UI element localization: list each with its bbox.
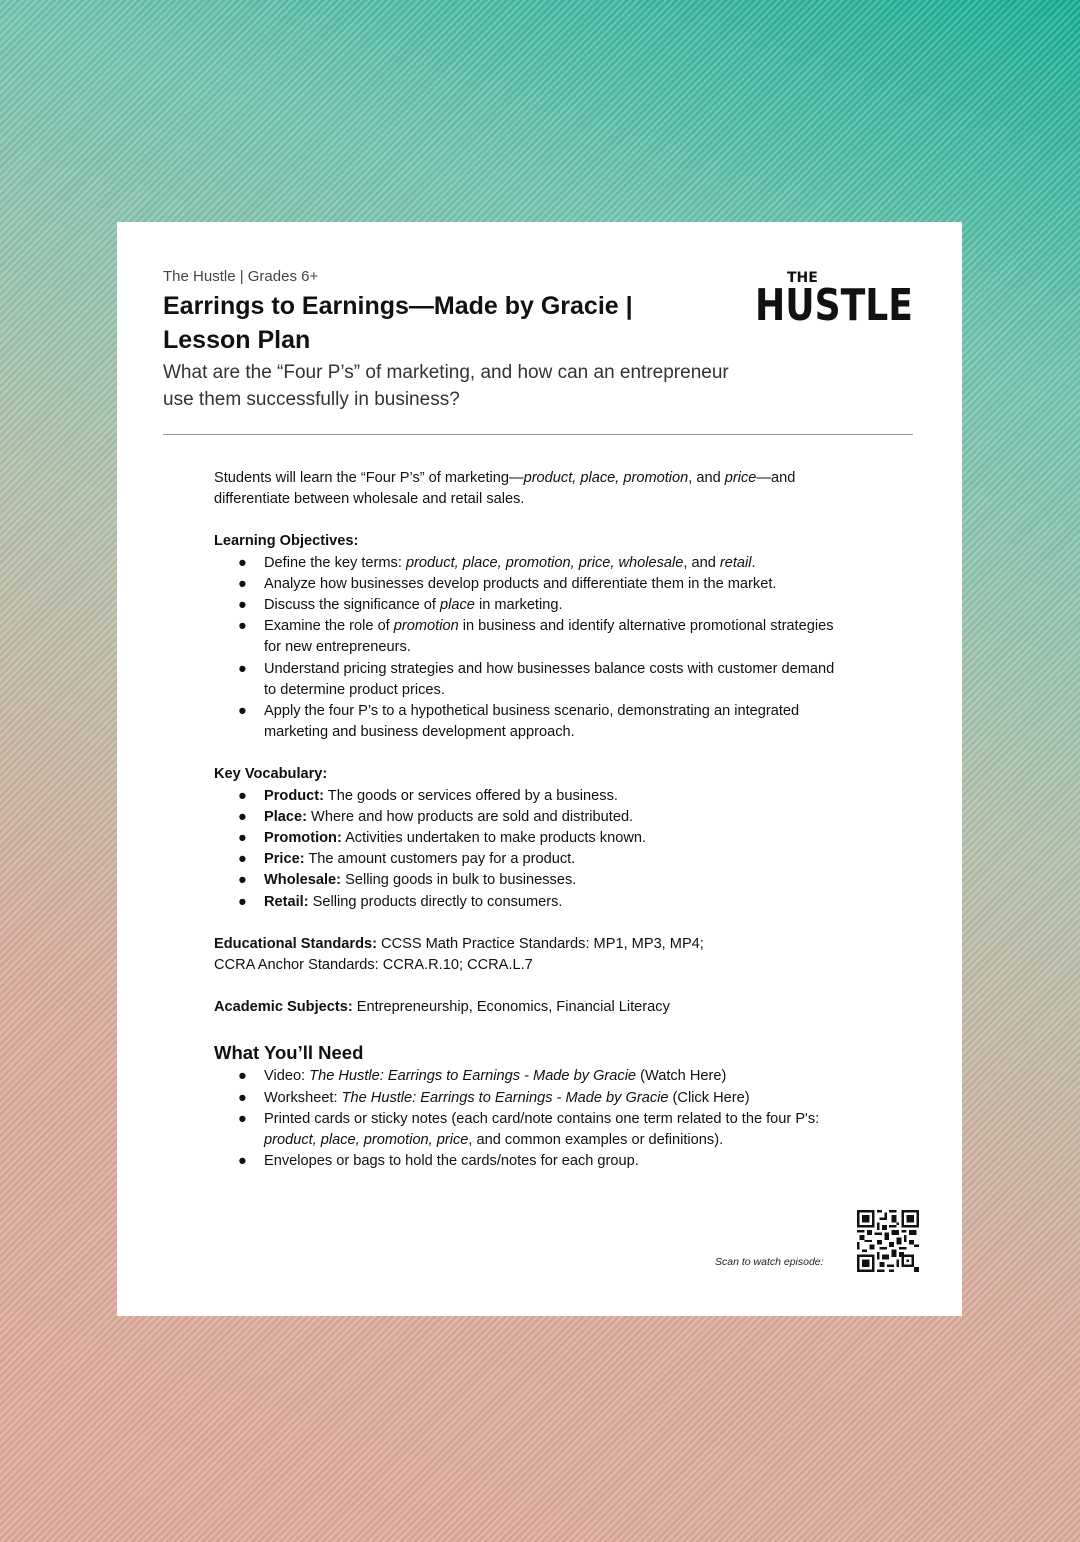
need-text: Worksheet:: [264, 1089, 342, 1106]
divider: [163, 434, 913, 435]
kicker: The Hustle | Grades 6+: [163, 268, 319, 285]
list-item: [214, 807, 874, 828]
vocabulary-list: [214, 786, 874, 913]
objectives-list: [214, 553, 874, 744]
list-item: [214, 1088, 874, 1109]
academic-subjects: [214, 997, 874, 1018]
vocab-term: Product:: [264, 787, 324, 804]
educational-standards: [214, 934, 874, 976]
vocabulary-heading: Key Vocabulary:: [214, 766, 328, 783]
page-title: [163, 289, 743, 357]
intro-text-2: , and: [688, 470, 725, 486]
intro-line-2: differentiate between wholesale and retail sales.: [214, 491, 525, 508]
lesson-plan-page: [117, 222, 962, 1316]
intro-text-3: —and: [756, 470, 796, 486]
list-item: [214, 1151, 874, 1172]
bullet-icon: ●: [238, 851, 247, 868]
logo-top-text: THE: [787, 270, 818, 286]
watch-here-link[interactable]: (Watch Here): [636, 1068, 727, 1085]
list-item: [214, 828, 874, 849]
need-emph: The Hustle: Earrings to Earnings - Made by Gracie: [341, 1089, 669, 1106]
vocab-definition: Selling products directly to consumers.: [308, 893, 563, 910]
standards-line-1: CCSS Math Practice Standards: MP1, MP3, MP4;: [377, 935, 704, 952]
bullet-icon: ●: [238, 597, 247, 614]
scan-label: Scan to watch episode:: [715, 1256, 824, 1268]
need-text: Envelopes or bags to hold the cards/notes for each group.: [264, 1153, 639, 1170]
vocab-definition: Selling goods in bulk to businesses.: [341, 872, 577, 889]
hustle-logo: [755, 266, 915, 330]
title-line-1: Earrings to Earnings—Made by Gracie |: [163, 292, 633, 320]
bullet-icon: ●: [238, 703, 247, 720]
list-item: [214, 1109, 874, 1151]
objective-text: , and: [683, 554, 720, 571]
vocab-term: Retail:: [264, 893, 309, 910]
list-item: [214, 553, 874, 574]
header: [163, 268, 743, 413]
bullet-icon: ●: [238, 660, 247, 677]
objective-emph: promotion: [393, 618, 459, 635]
need-emph: product, place, promotion, price: [264, 1132, 469, 1149]
objective-text: Define the key terms:: [264, 554, 406, 571]
list-item: [214, 1066, 874, 1087]
intro-emph-1: product, place, promotion: [523, 470, 689, 486]
vocab-term: Promotion:: [264, 830, 342, 847]
objective-text: for new entrepreneurs.: [264, 639, 411, 656]
list-item: [214, 574, 874, 595]
list-item: [214, 892, 874, 913]
click-here-link[interactable]: (Click Here): [668, 1089, 750, 1106]
subjects-label: Academic Subjects:: [214, 999, 353, 1016]
objective-text: in marketing.: [474, 597, 563, 614]
bullet-icon: ●: [238, 1110, 247, 1127]
subtitle-line-2: use them successfully in business?: [163, 389, 460, 410]
standards-label: Educational Standards:: [214, 935, 377, 952]
need-text: , and common examples or definitions).: [468, 1132, 724, 1149]
bullet-icon: ●: [238, 787, 247, 804]
vocab-definition: Activities undertaken to make products known.: [341, 830, 647, 847]
objective-text: in business and identify alternative promotional strategies: [458, 618, 834, 635]
subtitle-line-1: What are the “Four P’s” of marketing, and how can an entrepreneur: [163, 362, 729, 383]
list-item: [214, 870, 874, 891]
objective-text: to determine product prices.: [264, 681, 445, 698]
vocab-term: Place:: [264, 808, 307, 825]
bullet-icon: ●: [238, 618, 247, 635]
vocab-definition: The amount customers pay for a product.: [304, 851, 576, 868]
subtitle: [163, 359, 743, 413]
need-emph: The Hustle: Earrings to Earnings - Made by Gracie: [309, 1068, 637, 1085]
bullet-icon: ●: [238, 1089, 247, 1106]
objective-text: Analyze how businesses develop products and differentiate them in the market.: [264, 575, 777, 592]
list-item: [214, 786, 874, 807]
intro-emph-2: price: [724, 470, 757, 486]
bullet-icon: ●: [238, 554, 247, 571]
need-text: Printed cards or sticky notes (each card/note contains one term related to the four P's:: [264, 1110, 820, 1127]
list-item: [214, 616, 874, 658]
vocab-definition: Where and how products are sold and distributed.: [307, 808, 634, 825]
intro-text-1: Students will learn the “Four P’s” of marketing—: [214, 470, 524, 486]
bullet-icon: ●: [238, 893, 247, 910]
logo-main-text: HUSTLE: [755, 280, 913, 330]
bullet-icon: ●: [238, 872, 247, 889]
qr-code-icon[interactable]: [857, 1210, 919, 1272]
bullet-icon: ●: [238, 808, 247, 825]
bullet-icon: ●: [238, 830, 247, 847]
objective-emph: place: [440, 597, 475, 614]
list-item: [214, 659, 874, 701]
subjects-value: Entrepreneurship, Economics, Financial Literacy: [352, 999, 670, 1016]
objective-text: marketing and business development approach.: [264, 724, 575, 741]
bullet-icon: ●: [238, 575, 247, 592]
list-item: [214, 701, 874, 743]
lesson-body: [214, 468, 874, 1172]
objective-text: Apply the four P’s to a hypothetical business scenario, demonstrating an integrated: [264, 703, 800, 720]
list-item: [214, 595, 874, 616]
bullet-icon: ●: [238, 1068, 247, 1085]
standards-line-2: CCRA Anchor Standards: CCRA.R.10; CCRA.L.7: [214, 957, 533, 974]
objectives-heading: Learning Objectives:: [214, 533, 359, 550]
need-text: Video:: [264, 1068, 310, 1085]
objective-text: Examine the role of: [264, 618, 394, 635]
needs-heading: What You’ll Need: [214, 1042, 364, 1064]
objective-text: Discuss the significance of: [264, 597, 441, 614]
needs-list: [214, 1066, 874, 1172]
bullet-icon: ●: [238, 1153, 247, 1170]
objective-emph: retail: [719, 554, 752, 571]
objective-text: .: [751, 554, 756, 571]
objective-text: Understand pricing strategies and how businesses balance costs with customer demand: [264, 660, 835, 677]
list-item: [214, 849, 874, 870]
objective-emph: product, place, promotion, price, wholesale: [405, 554, 684, 571]
title-line-2: Lesson Plan: [163, 326, 311, 354]
vocab-term: Wholesale:: [264, 872, 342, 889]
vocab-term: Price:: [264, 851, 305, 868]
vocab-definition: The goods or services offered by a business.: [324, 787, 618, 804]
intro-paragraph: [214, 468, 874, 510]
